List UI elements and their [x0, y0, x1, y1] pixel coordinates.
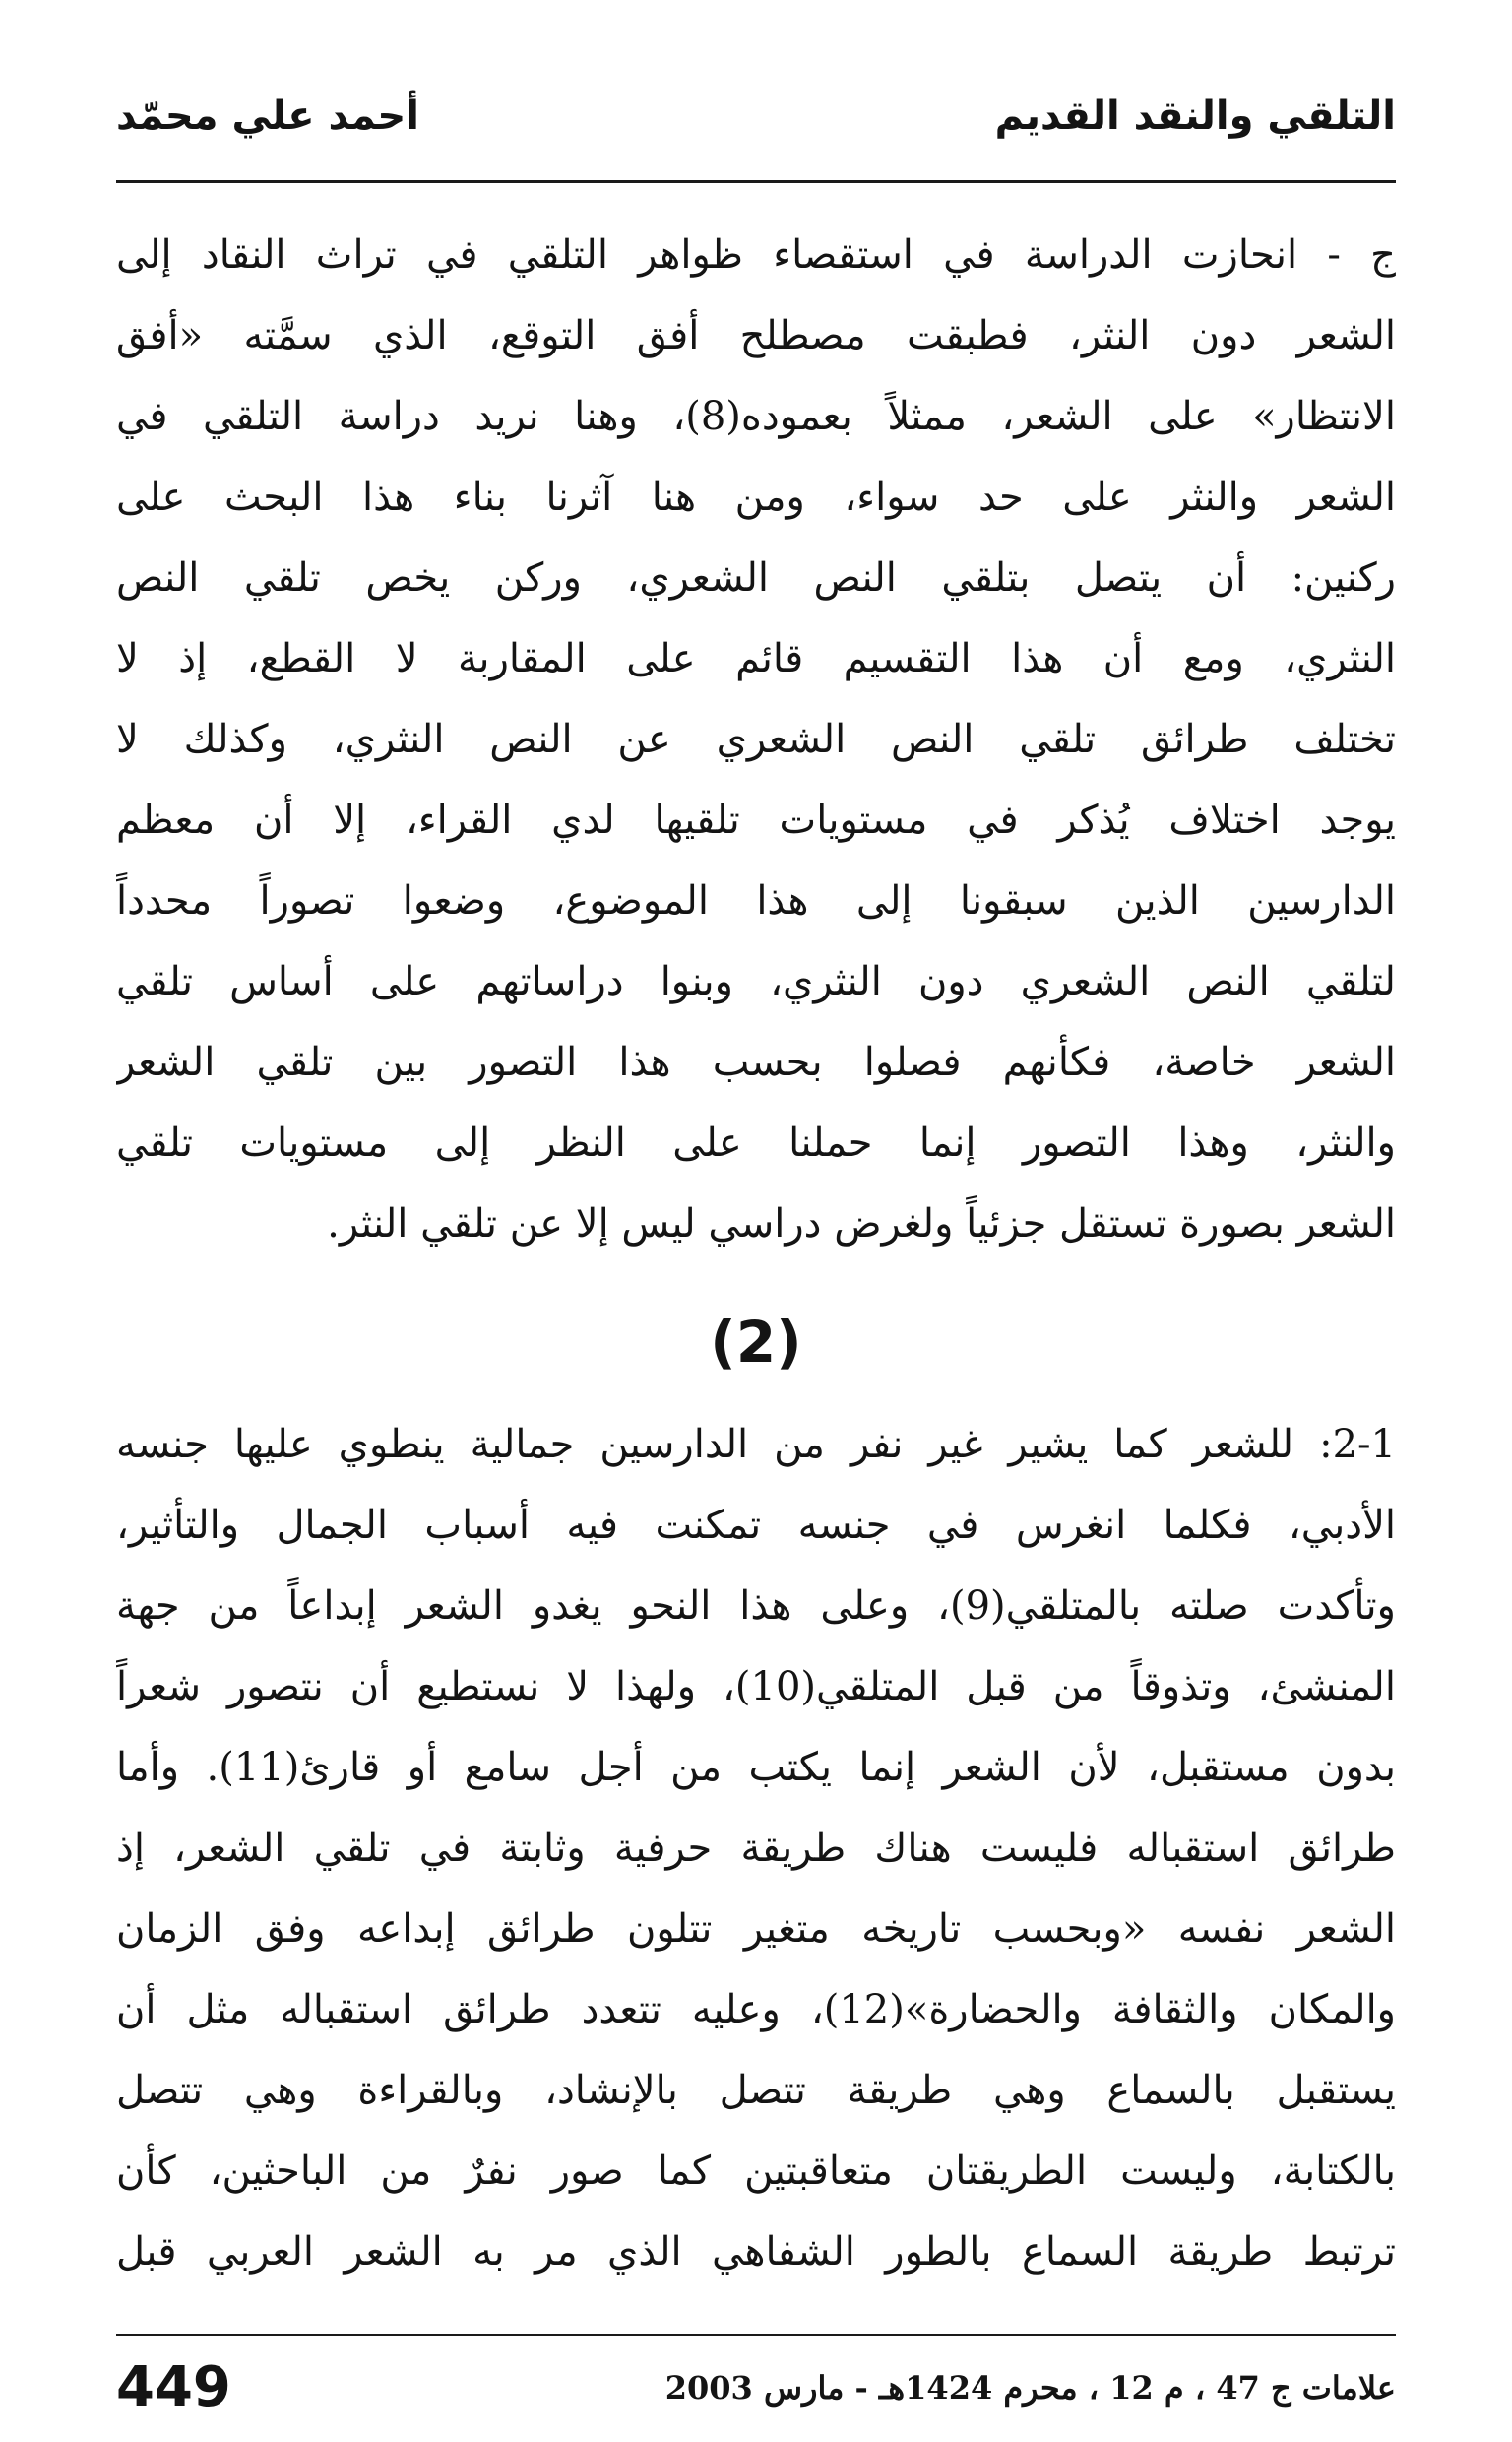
page-number: 449 [116, 2355, 231, 2419]
journal-info: علامات ج 47 ، م 12 ، محرم 1424هـ - مارس 2003 [664, 2369, 1396, 2407]
text-line: الشعر نفسه «وبحسب تاريخه متغير تتلون طرائق إبداعه وفق الزمان [116, 1906, 1396, 1952]
section-one-text [116, 215, 1396, 1264]
header-rule [116, 180, 1396, 183]
author-name: أحمد علي محمّد [116, 94, 419, 139]
text-line: 2-1: للشعر كما يشير غير نفر من الدارسين جمالية ينطوي عليها جنسه [116, 1422, 1396, 1467]
text-line: المنشئ، وتذوقاً من قبل المتلقي(10)، ولهذا لا نستطيع أن نتصور شعراً [116, 1664, 1396, 1709]
text-line: ج - انحازت الدراسة في استقصاء ظواهر التلقي في تراث النقاد إلى [116, 232, 1396, 278]
running-header [116, 87, 1396, 165]
text-line: ترتبط طريقة السماع بالطور الشفاهي الذي مر به الشعر العربي قبل [116, 2229, 1396, 2275]
text-line: يوجد اختلاف يُذكر في مستويات تلقيها لدي القراء، إلا أن معظم [116, 798, 1396, 843]
text-line: الشعر والنثر على حد سواء، ومن هنا آثرنا بناء هذا البحث على [116, 475, 1396, 520]
section-number: (2) [710, 1309, 802, 1376]
text-line: الانتظار» على الشعر، ممثلاً بعموده(8)، وهنا نريد دراسة التلقي في [116, 394, 1396, 439]
text-line: الشعر دون النثر، فطبقت مصطلح أفق التوقع، الذي سمَّته «أفق [116, 313, 1396, 358]
text-line: النثري، ومع أن هذا التقسيم قائم على المقاربة لا القطع، إذ لا [116, 636, 1396, 681]
page-footer [116, 2348, 1396, 2427]
section-two-text [116, 1404, 1396, 2292]
text-line: بدون مستقبل، لأن الشعر إنما يكتب من أجل سامع أو قارئ(11). وأما [116, 1745, 1396, 1790]
text-line: بالكتابة، وليست الطريقتان متعاقبتين كما صور نفرٌ من الباحثين، كأن [116, 2149, 1396, 2194]
text-line: والنثر، وهذا التصور إنما حملنا على النظر إلى مستويات تلقي [116, 1121, 1396, 1166]
text-line: الشعر خاصة، فكأنهم فصلوا بحسب هذا التصور بين تلقي الشعر [116, 1040, 1396, 1085]
text-line: وتأكدت صلته بالمتلقي(9)، وعلى هذا النحو يغدو الشعر إبداعاً من جهة [116, 1583, 1396, 1629]
text-line: ركنين: أن يتصل بتلقي النص الشعري، وركن يخص تلقي النص [116, 555, 1396, 601]
text-line: لتلقي النص الشعري دون النثري، وبنوا دراساتهم على أساس تلقي [116, 959, 1396, 1004]
text-line: الشعر بصورة تستقل جزئياً ولغرض دراسي ليس إلا عن تلقي النثر. [327, 1201, 1396, 1247]
footer-rule [116, 2334, 1396, 2336]
text-line: الأدبي، فكلما انغرس في جنسه تمكنت فيه أسباب الجمال والتأثير، [116, 1503, 1396, 1548]
text-line: طرائق استقباله فليست هناك طريقة حرفية وثابتة في تلقي الشعر، إذ [116, 1826, 1396, 1871]
text-line: والمكان والثقافة والحضارة»(12)، وعليه تتعدد طرائق استقباله مثل أن [116, 1987, 1396, 2032]
text-line: الدارسين الذين سبقونا إلى هذا الموضوع، وضعوا تصوراً محدداً [116, 878, 1396, 924]
text-line: يستقبل بالسماع وهي طريقة تتصل بالإنشاد، وبالقراءة وهي تتصل [116, 2068, 1396, 2113]
book-title: التلقي والنقد القديم [994, 94, 1396, 139]
text-line: تختلف طرائق تلقي النص الشعري عن النص النثري، وكذلك لا [116, 717, 1396, 762]
